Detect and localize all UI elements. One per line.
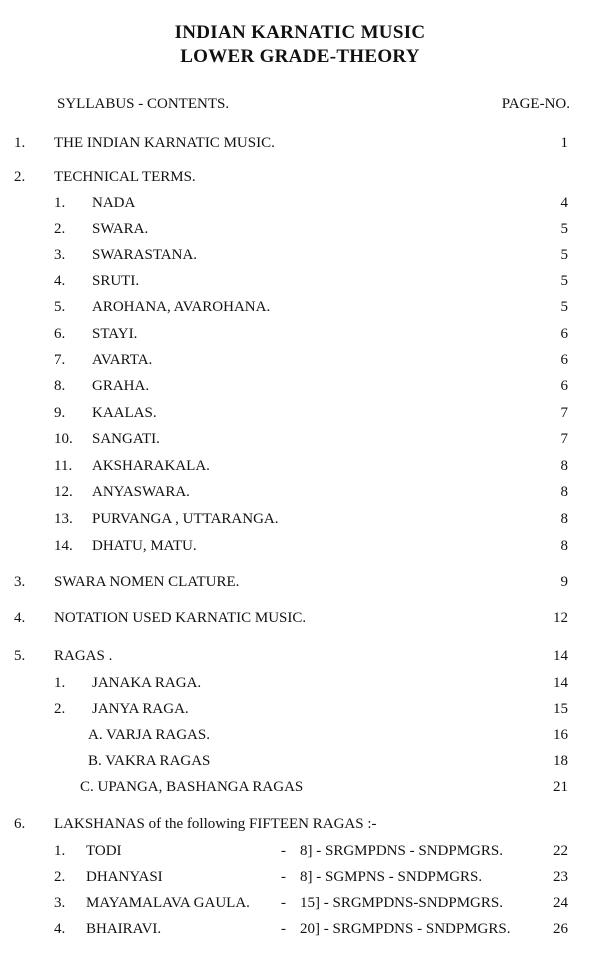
toc-page: 5 — [560, 273, 568, 289]
raga-scale: 20] - SRGMPDNS - SNDPMGRS. — [300, 921, 511, 937]
toc-subentry — [0, 455, 600, 477]
toc-title: JANYA RAGA. — [92, 701, 189, 717]
toc-number: 3. — [14, 574, 26, 590]
toc-title: LAKSHANAS of the following FIFTEEN RAGAS :- — [54, 816, 377, 832]
raga-dash: - — [281, 843, 286, 859]
raga-page: 24 — [553, 895, 568, 911]
toc-page: 8 — [560, 458, 568, 474]
toc-subentry — [0, 428, 600, 450]
toc-number: 1. — [54, 195, 66, 211]
toc-page: 9 — [560, 574, 568, 590]
raga-number: 2. — [54, 869, 66, 885]
toc-number: 12. — [54, 484, 73, 500]
toc-number: 3. — [54, 247, 66, 263]
toc-number: 14. — [54, 538, 73, 554]
toc-number: 8. — [54, 378, 66, 394]
raga-row — [0, 866, 600, 888]
toc-number: 1. — [54, 675, 66, 691]
toc-title: THE INDIAN KARNATIC MUSIC. — [54, 135, 275, 151]
toc-page: 4 — [560, 195, 568, 211]
toc-entry — [0, 645, 600, 667]
toc-title: SWARA. — [92, 221, 149, 237]
toc-number: 5. — [14, 648, 26, 664]
raga-name: TODI — [86, 843, 122, 859]
toc-number: 7. — [54, 352, 66, 368]
toc-subentry — [0, 508, 600, 530]
toc-subentry — [0, 698, 600, 720]
toc-title: JANAKA RAGA. — [92, 675, 202, 691]
raga-name: MAYAMALAVA GAULA. — [86, 895, 250, 911]
toc-subentry — [0, 672, 600, 694]
document-subtitle: LOWER GRADE-THEORY — [180, 46, 420, 67]
document-title: INDIAN KARNATIC MUSIC — [174, 22, 426, 43]
raga-page: 23 — [553, 869, 568, 885]
raga-scale: 8] - SGMPNS - SNDPMGRS. — [300, 869, 483, 885]
toc-page: 8 — [560, 538, 568, 554]
toc-page: 6 — [560, 352, 568, 368]
toc-number: 10. — [54, 431, 73, 447]
toc-page: 21 — [553, 779, 568, 795]
toc-page: 6 — [560, 378, 568, 394]
toc-number: 1. — [14, 135, 26, 151]
toc-title: AKSHARAKALA. — [92, 458, 210, 474]
page-number-header: PAGE-NO. — [501, 96, 570, 112]
toc-title: SANGATI. — [92, 431, 160, 447]
raga-number: 4. — [54, 921, 66, 937]
toc-subentry — [0, 218, 600, 240]
raga-scale: 8] - SRGMPDNS - SNDPMGRS. — [300, 843, 503, 859]
raga-scale: 15] - SRGMPDNS-SNDPMGRS. — [300, 895, 503, 911]
toc-page: 15 — [553, 701, 568, 717]
toc-subentry — [0, 776, 600, 798]
toc-title: NOTATION USED KARNATIC MUSIC. — [54, 610, 307, 626]
toc-page: 7 — [560, 431, 568, 447]
toc-page: 6 — [560, 326, 568, 342]
toc-number: 11. — [54, 458, 73, 474]
toc-subentry — [0, 750, 600, 772]
toc-title: STAYI. — [92, 326, 138, 342]
toc-title: TECHNICAL TERMS. — [54, 169, 196, 185]
toc-number: 2. — [14, 169, 26, 185]
toc-page: 14 — [553, 648, 568, 664]
toc-number: 6. — [54, 326, 66, 342]
toc-number: 5. — [54, 299, 66, 315]
toc-page: 5 — [560, 299, 568, 315]
toc-title: RAGAS . — [54, 648, 113, 664]
toc-page: 1 — [560, 135, 568, 151]
toc-title: ANYASWARA. — [92, 484, 190, 500]
toc-subentry — [0, 270, 600, 292]
raga-dash: - — [281, 869, 286, 885]
toc-number: 6. — [14, 816, 26, 832]
toc-number: 2. — [54, 701, 66, 717]
toc-title: NADA — [92, 195, 136, 211]
toc-subentry — [0, 192, 600, 214]
toc-entry — [0, 813, 600, 835]
toc-title: SRUTI. — [92, 273, 140, 289]
toc-subentry — [0, 349, 600, 371]
toc-entry — [0, 166, 600, 188]
toc-subentry — [0, 481, 600, 503]
raga-name: BHAIRAVI. — [86, 921, 162, 937]
raga-row — [0, 892, 600, 914]
toc-title: AVARTA. — [92, 352, 153, 368]
raga-row — [0, 918, 600, 940]
toc-title: KAALAS. — [92, 405, 157, 421]
toc-subentry — [0, 724, 600, 746]
toc-entry — [0, 571, 600, 593]
raga-number: 1. — [54, 843, 66, 859]
toc-subentry — [0, 402, 600, 424]
raga-row — [0, 840, 600, 862]
toc-title: A. VARJA RAGAS. — [88, 727, 210, 743]
toc-page: 14 — [553, 675, 568, 691]
raga-page: 22 — [553, 843, 568, 859]
toc-subentry — [0, 296, 600, 318]
toc-subentry — [0, 244, 600, 266]
raga-name: DHANYASI — [86, 869, 163, 885]
toc-title: DHATU, MATU. — [92, 538, 197, 554]
toc-page: 16 — [553, 727, 568, 743]
toc-title: B. VAKRA RAGAS — [88, 753, 211, 769]
toc-page: 8 — [560, 511, 568, 527]
syllabus-header: SYLLABUS - CONTENTS. — [57, 96, 230, 112]
toc-subentry — [0, 323, 600, 345]
toc-title: AROHANA, AVAROHANA. — [92, 299, 271, 315]
toc-title: PURVANGA , UTTARANGA. — [92, 511, 279, 527]
toc-number: 4. — [54, 273, 66, 289]
toc-number: 13. — [54, 511, 73, 527]
toc-title: SWARASTANA. — [92, 247, 198, 263]
toc-title: C. UPANGA, BASHANGA RAGAS — [80, 779, 304, 795]
toc-number: 4. — [14, 610, 26, 626]
toc-number: 9. — [54, 405, 66, 421]
toc-entry — [0, 132, 600, 154]
raga-dash: - — [281, 895, 286, 911]
toc-page: 18 — [553, 753, 568, 769]
toc-title: GRAHA. — [92, 378, 150, 394]
toc-page: 5 — [560, 221, 568, 237]
toc-page: 12 — [553, 610, 568, 626]
toc-page: 8 — [560, 484, 568, 500]
toc-number: 2. — [54, 221, 66, 237]
raga-page: 26 — [553, 921, 568, 937]
toc-subentry — [0, 535, 600, 557]
raga-number: 3. — [54, 895, 66, 911]
toc-page: 7 — [560, 405, 568, 421]
raga-dash: - — [281, 921, 286, 937]
toc-title: SWARA NOMEN CLATURE. — [54, 574, 240, 590]
toc-subentry — [0, 375, 600, 397]
toc-entry — [0, 607, 600, 629]
toc-page: 5 — [560, 247, 568, 263]
